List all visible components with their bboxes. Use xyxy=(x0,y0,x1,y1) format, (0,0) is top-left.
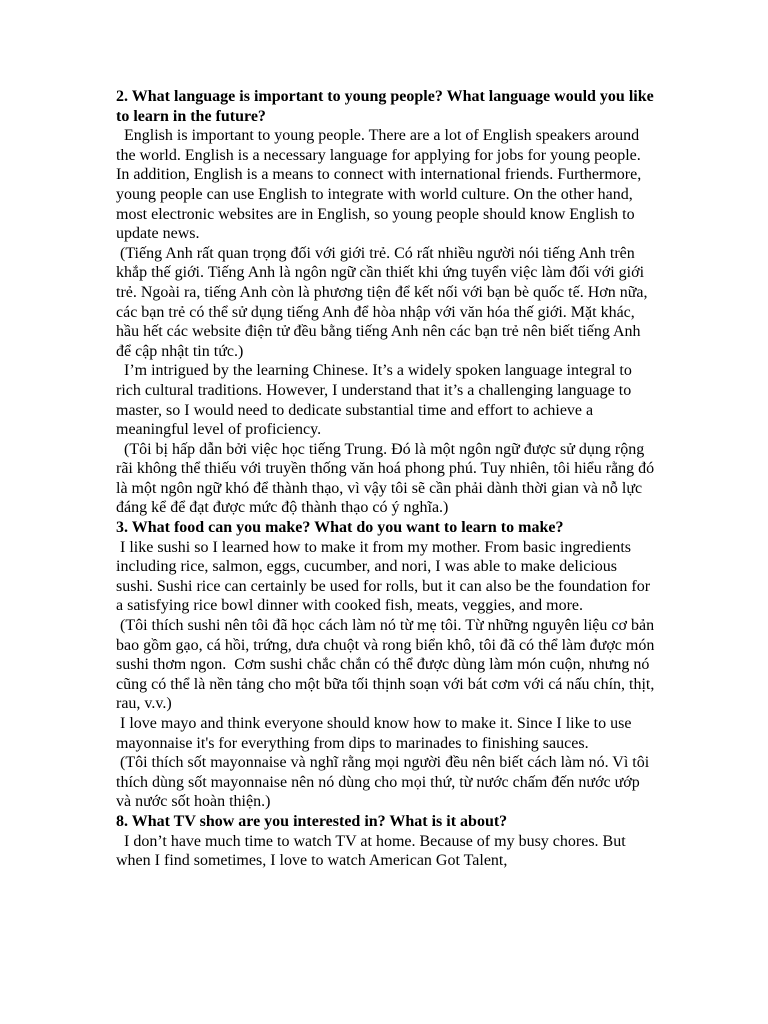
answer-paragraph: I love mayo and think everyone should know how to make it. Since I like to use mayonnaise it's for everything from dips to marinades to finishing sauces. xyxy=(116,715,636,752)
section-q3 xyxy=(116,518,659,812)
answer-paragraph: I don’t have much time to watch TV at home. Because of my busy chores. But when I find sometimes, I love to watch American Got Talent, xyxy=(116,832,630,870)
answer-paragraph: I’m intrigued by the learning Chinese. It’s a widely spoken language integral to rich cultural traditions. However, I understand that it’s a challenging language to master, so I would need to dedicate substantial time and effort to achieve a meaningful level of proficiency. xyxy=(116,362,636,439)
question-heading: 2. What language is important to young people? What language would you like to learn in the future? xyxy=(116,88,654,125)
answer-paragraph: I like sushi so I learned how to make it from my mother. From basic ingredients including rice, salmon, eggs, cucumber, and nori, I was able to make delicious sushi. Sushi rice can certainly be used for rolls, but it can also be the foundation for a satisfying rice bowl dinner with cooked fish, meats, veggies, and more. xyxy=(116,538,655,615)
answer-paragraph: English is important to young people. There are a lot of English speakers around the world. English is a necessary language for applying for jobs for young people. In addition, English is a means to connect with international friends. Furthermore, young people can use English to integrate with world culture. On the other hand, most electronic websites are in English, so young people should know English to update news. xyxy=(116,127,646,243)
question-heading: 8. What TV show are you interested in? What is it about? xyxy=(116,812,508,830)
translation-paragraph: (Tôi thích sushi nên tôi đã học cách làm nó từ mẹ tôi. Từ những nguyên liệu cơ bản bao gồm gạo, cá hồi, trứng, dưa chuột và rong biển khô, tôi đã có thể làm được món sushi thơm ngon. Cơm sushi chắc chắn có thể được dùng làm món cuộn, nhưng nó cũng có thể là nền tảng cho một bữa tối thịnh soạn với bát cơm với cá nấu chín, thịt, rau, v.v.) xyxy=(116,617,659,713)
translation-paragraph: (Tiếng Anh rất quan trọng đối với giới trẻ. Có rất nhiều người nói tiếng Anh trên khắp thế giới. Tiếng Anh là ngôn ngữ cần thiết khi ứng tuyển việc làm đối với giới trẻ. Ngoài ra, tiếng Anh còn là phương tiện để kết nối với bạn bè quốc tế. Hơn nữa, các bạn trẻ có thể sử dụng tiếng Anh để hòa nhập với văn hóa thế giới. Mặt khác, hầu hết các website điện tử đều bằng tiếng Anh nên các bạn trẻ nên biết tiếng Anh để cập nhật tin tức.) xyxy=(116,244,652,360)
translation-paragraph: (Tôi thích sốt mayonnaise và nghĩ rằng mọi người đều nên biết cách làm nó. Vì tôi thích dùng sốt mayonnaise nên nó dùng cho mọi thứ, từ nước chấm đến nước ướp và nước sốt hoàn thiện.) xyxy=(116,754,654,811)
section-q8 xyxy=(116,812,656,871)
translation-paragraph: (Tôi bị hấp dẫn bởi việc học tiếng Trung. Đó là một ngôn ngữ được sử dụng rộng rãi không thể thiếu với truyền thống văn hoá phong phú. Tuy nhiên, tôi hiểu rằng đó là một ngôn ngữ khó để thành thạo, vì vậy tôi sẽ cần phải dành thời gian và nỗ lực đáng kể để đạt được mức độ thành thạo có ý nghĩa.) xyxy=(116,440,659,517)
question-heading: 3. What food can you make? What do you want to learn to make? xyxy=(116,519,564,537)
section-q2 xyxy=(116,87,659,518)
document-page xyxy=(116,87,659,871)
